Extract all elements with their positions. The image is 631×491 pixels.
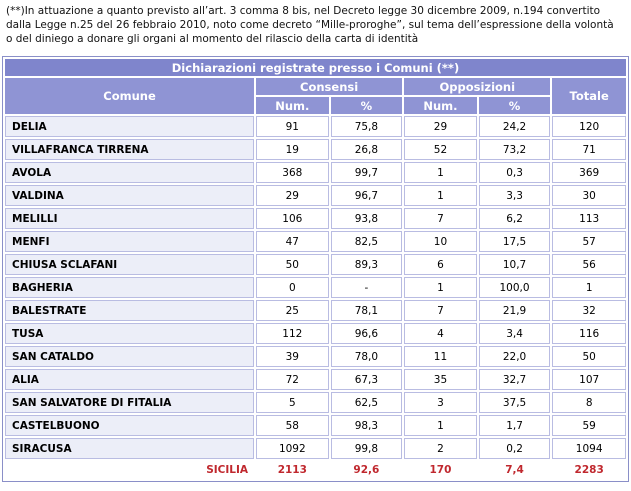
cell-cons-num: 29 xyxy=(256,185,329,206)
cell-comune: ALIA xyxy=(5,369,254,390)
cell-cons-pct: 26,8 xyxy=(331,139,403,160)
cell-opp-num: 7 xyxy=(404,208,477,229)
table-title: Dichiarazioni registrate presso i Comuni (**) xyxy=(5,59,626,76)
table-row xyxy=(5,392,626,413)
cell-totale: 57 xyxy=(552,231,626,252)
cell-cons-pct: 96,6 xyxy=(331,323,403,344)
cell-opp-pct: 3,3 xyxy=(479,185,551,206)
cell-comune: SAN SALVATORE DI FITALIA xyxy=(5,392,254,413)
cell-opp-pct: 37,5 xyxy=(479,392,551,413)
cell-cons-pct: 93,8 xyxy=(331,208,403,229)
cell-cons-num: 368 xyxy=(256,162,329,183)
cell-opp-num: 6 xyxy=(404,254,477,275)
cell-comune: AVOLA xyxy=(5,162,254,183)
table-row xyxy=(5,438,626,459)
cell-comune: SIRACUSA xyxy=(5,438,254,459)
cell-opp-num: 7 xyxy=(404,300,477,321)
table-row xyxy=(5,346,626,367)
cell-cons-pct: 96,7 xyxy=(331,185,403,206)
table-row xyxy=(5,277,626,298)
cell-totale: 56 xyxy=(552,254,626,275)
cell-cons-num: 19 xyxy=(256,139,329,160)
table-row xyxy=(5,116,626,137)
cell-comune: CHIUSA SCLAFANI xyxy=(5,254,254,275)
cell-comune: SAN CATALDO xyxy=(5,346,254,367)
cell-totale: 8 xyxy=(552,392,626,413)
cell-comune: VILLAFRANCA TIRRENA xyxy=(5,139,254,160)
cell-opp-num: 1 xyxy=(404,162,477,183)
cell-opp-pct: 17,5 xyxy=(479,231,551,252)
cell-totale: 1094 xyxy=(552,438,626,459)
cell-opp-num: 35 xyxy=(404,369,477,390)
cell-cons-num: 47 xyxy=(256,231,329,252)
cell-cons-num: 1092 xyxy=(256,438,329,459)
cell-cons-num: 91 xyxy=(256,116,329,137)
cell-comune: VALDINA xyxy=(5,185,254,206)
header-consensi-pct: % xyxy=(331,97,403,114)
cell-cons-pct: 99,8 xyxy=(331,438,403,459)
cell-totale: 116 xyxy=(552,323,626,344)
cell-opp-pct: 1,7 xyxy=(479,415,551,436)
cell-totale: 1 xyxy=(552,277,626,298)
header-opposizioni: Opposizioni xyxy=(404,78,550,95)
cell-opp-num: 10 xyxy=(404,231,477,252)
cell-cons-pct: 78,0 xyxy=(331,346,403,367)
cell-totale: 30 xyxy=(552,185,626,206)
cell-cons-pct: 78,1 xyxy=(331,300,403,321)
cell-opp-pct: 0,3 xyxy=(479,162,551,183)
table-row xyxy=(5,300,626,321)
cell-opp-pct: 21,9 xyxy=(479,300,551,321)
cell-comune: BAGHERIA xyxy=(5,277,254,298)
cell-comune: BALESTRATE xyxy=(5,300,254,321)
cell-opp-pct: 10,7 xyxy=(479,254,551,275)
declarations-table xyxy=(3,57,628,481)
cell-opp-num: 29 xyxy=(404,116,477,137)
cell-totale: 113 xyxy=(552,208,626,229)
cell-cons-num: 25 xyxy=(256,300,329,321)
cell-cons-num: 5 xyxy=(256,392,329,413)
table-row xyxy=(5,185,626,206)
total-row xyxy=(5,461,626,479)
cell-comune: CASTELBUONO xyxy=(5,415,254,436)
total-label: SICILIA xyxy=(5,461,254,479)
cell-opp-pct: 0,2 xyxy=(479,438,551,459)
cell-opp-num: 52 xyxy=(404,139,477,160)
header-comune: Comune xyxy=(5,78,254,114)
cell-cons-pct: 62,5 xyxy=(331,392,403,413)
cell-cons-num: 106 xyxy=(256,208,329,229)
cell-cons-pct: 99,7 xyxy=(331,162,403,183)
cell-cons-pct: - xyxy=(331,277,403,298)
cell-cons-num: 72 xyxy=(256,369,329,390)
cell-cons-pct: 67,3 xyxy=(331,369,403,390)
total-cons-pct: 92,6 xyxy=(331,461,403,479)
header-totale: Totale xyxy=(552,78,626,114)
cell-comune: TUSA xyxy=(5,323,254,344)
table-row xyxy=(5,231,626,252)
cell-totale: 120 xyxy=(552,116,626,137)
cell-opp-num: 3 xyxy=(404,392,477,413)
cell-cons-pct: 75,8 xyxy=(331,116,403,137)
table-row xyxy=(5,369,626,390)
cell-totale: 107 xyxy=(552,369,626,390)
cell-cons-num: 0 xyxy=(256,277,329,298)
total-totale: 2283 xyxy=(552,461,626,479)
table-row xyxy=(5,323,626,344)
cell-opp-num: 4 xyxy=(404,323,477,344)
cell-totale: 50 xyxy=(552,346,626,367)
header-consensi: Consensi xyxy=(256,78,402,95)
cell-opp-pct: 6,2 xyxy=(479,208,551,229)
cell-opp-num: 11 xyxy=(404,346,477,367)
cell-opp-num: 2 xyxy=(404,438,477,459)
cell-totale: 59 xyxy=(552,415,626,436)
cell-opp-pct: 32,7 xyxy=(479,369,551,390)
cell-cons-pct: 82,5 xyxy=(331,231,403,252)
total-opp-num: 170 xyxy=(404,461,477,479)
header-opposizioni-pct: % xyxy=(479,97,551,114)
cell-opp-pct: 24,2 xyxy=(479,116,551,137)
cell-cons-num: 112 xyxy=(256,323,329,344)
total-cons-num: 2113 xyxy=(256,461,329,479)
cell-opp-pct: 100,0 xyxy=(479,277,551,298)
cell-opp-pct: 22,0 xyxy=(479,346,551,367)
table-row xyxy=(5,254,626,275)
cell-totale: 32 xyxy=(552,300,626,321)
header-consensi-num: Num. xyxy=(256,97,329,114)
cell-comune: MELILLI xyxy=(5,208,254,229)
footnote-text: (**)In attuazione a quanto previsto all’art. 3 comma 8 bis, nel Decreto legge 30 dicembre 2009, n.194 convertito dalla Legge n.25 del 26 febbraio 2010, noto come decreto “Mille-proroghe”, sul tema dell’espressione della volontà o del diniego a donare gli organi al momento del rilascio della carta di identità xyxy=(6,5,614,45)
cell-comune: DELIA xyxy=(5,116,254,137)
cell-opp-num: 1 xyxy=(404,277,477,298)
cell-cons-pct: 89,3 xyxy=(331,254,403,275)
total-opp-pct: 7,4 xyxy=(479,461,551,479)
cell-cons-num: 39 xyxy=(256,346,329,367)
cell-totale: 369 xyxy=(552,162,626,183)
table-row xyxy=(5,162,626,183)
cell-opp-num: 1 xyxy=(404,415,477,436)
cell-opp-num: 1 xyxy=(404,185,477,206)
cell-opp-pct: 3,4 xyxy=(479,323,551,344)
table-row xyxy=(5,415,626,436)
cell-comune: MENFI xyxy=(5,231,254,252)
cell-cons-num: 50 xyxy=(256,254,329,275)
table-row xyxy=(5,208,626,229)
header-opposizioni-num: Num. xyxy=(404,97,477,114)
table-row xyxy=(5,139,626,160)
cell-cons-num: 58 xyxy=(256,415,329,436)
declarations-table-container xyxy=(2,56,629,482)
cell-opp-pct: 73,2 xyxy=(479,139,551,160)
cell-cons-pct: 98,3 xyxy=(331,415,403,436)
cell-totale: 71 xyxy=(552,139,626,160)
